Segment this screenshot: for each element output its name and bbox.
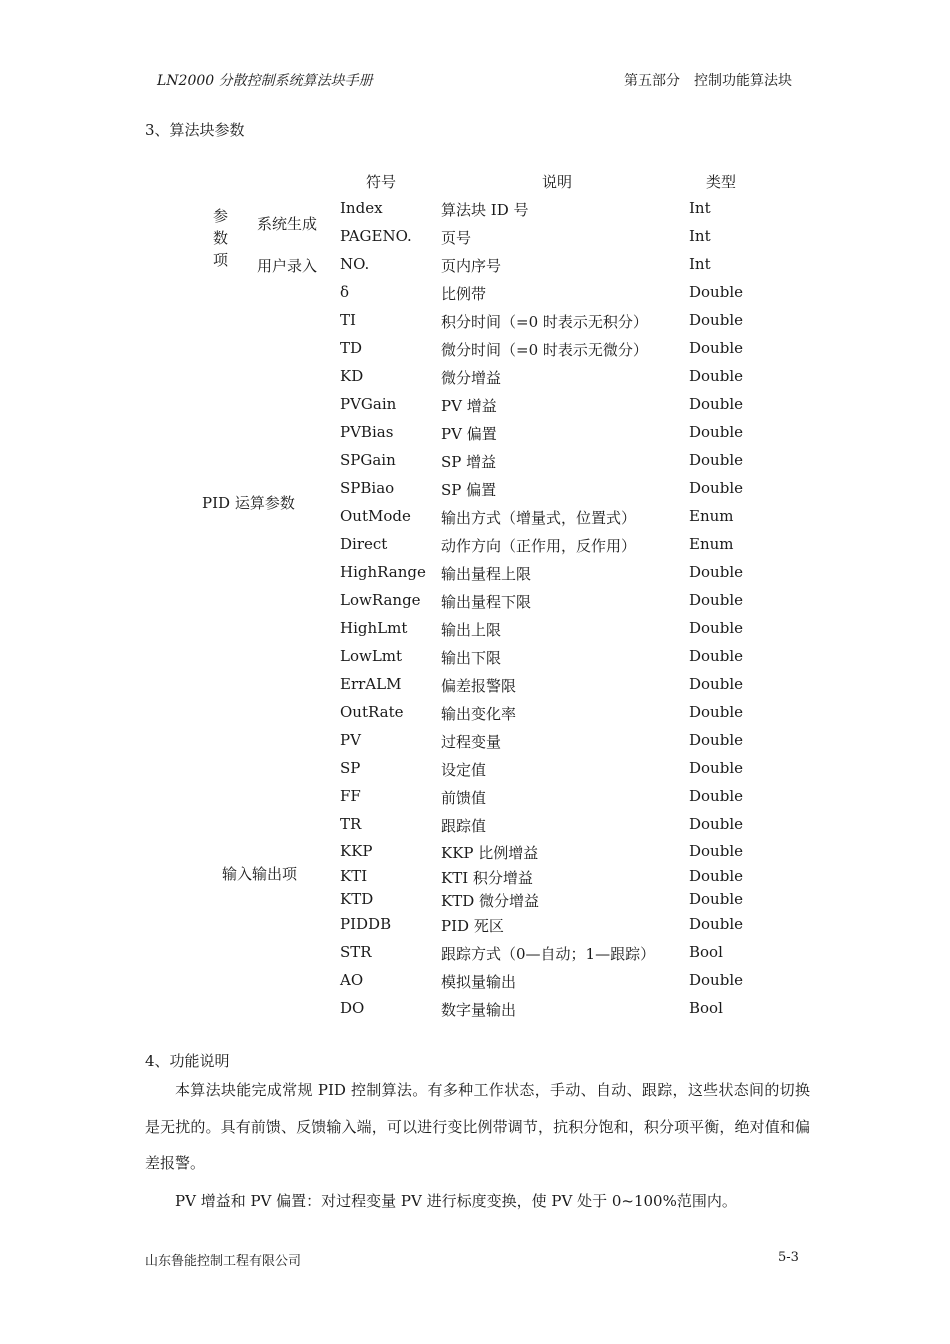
param-symbol: FF bbox=[340, 787, 361, 805]
param-description: 微分时间（=0 时表示无微分） bbox=[441, 341, 648, 359]
param-type: Double bbox=[689, 283, 743, 301]
param-symbol: HighLmt bbox=[340, 619, 408, 637]
param-description: KTI 积分增益 bbox=[441, 869, 533, 887]
param-symbol: PAGENO. bbox=[340, 227, 412, 245]
param-symbol: AO bbox=[340, 971, 364, 989]
param-description: PV 偏置 bbox=[441, 425, 497, 443]
param-symbol: KTD bbox=[340, 890, 374, 908]
param-description: 跟踪方式（0—自动；1—跟踪） bbox=[441, 945, 656, 963]
param-symbol: LowLmt bbox=[340, 647, 403, 665]
param-type: Double bbox=[689, 395, 743, 413]
param-description: 输出下限 bbox=[441, 649, 502, 667]
param-description: 数字量输出 bbox=[441, 1001, 517, 1019]
param-description: 模拟量输出 bbox=[441, 973, 517, 991]
group-label-params: 参数项 bbox=[213, 207, 229, 269]
param-description: 积分时间（=0 时表示无积分） bbox=[441, 313, 648, 331]
group-label-io: 输入输出项 bbox=[222, 865, 298, 883]
param-symbol: LowRange bbox=[340, 591, 421, 609]
param-description: 过程变量 bbox=[441, 733, 502, 751]
param-description: PV 增益 bbox=[441, 397, 497, 415]
param-description: 输出量程下限 bbox=[441, 593, 532, 611]
param-description: KKP 比例增益 bbox=[441, 844, 539, 862]
param-type: Double bbox=[689, 971, 743, 989]
section3-title: 3、算法块参数 bbox=[145, 121, 245, 139]
param-description: 设定值 bbox=[441, 761, 487, 779]
param-symbol: δ bbox=[340, 283, 350, 301]
section4-paragraph-1: 本算法块能完成常规 PID 控制算法。有多种工作状态，手动、自动、跟踪，这些状态间的切换是无扰的。具有前馈、反馈输入端，可以进行变比例带调节，抗积分饱和，积分项平衡，绝对值和偏差报警。 bbox=[145, 1081, 810, 1172]
param-type: Double bbox=[689, 563, 743, 581]
param-type: Enum bbox=[689, 507, 734, 525]
col-header-symbol: 符号 bbox=[366, 173, 397, 191]
param-description: KTD 微分增益 bbox=[441, 892, 540, 910]
param-type: Double bbox=[689, 703, 743, 721]
param-type: Double bbox=[689, 842, 743, 860]
param-type: Double bbox=[689, 815, 743, 833]
param-symbol: Direct bbox=[340, 535, 388, 553]
section4-paragraph-2: PV 增益和 PV 偏置：对过程变量 PV 进行标度变换，使 PV 处于 0~100%范围内。 bbox=[175, 1192, 737, 1210]
param-symbol: KKP bbox=[340, 842, 373, 860]
param-type: Double bbox=[689, 339, 743, 357]
param-symbol: STR bbox=[340, 943, 372, 961]
param-symbol: TD bbox=[340, 339, 363, 357]
param-description: 前馈值 bbox=[441, 789, 487, 807]
param-description: PID 死区 bbox=[441, 917, 504, 935]
param-type: Double bbox=[689, 759, 743, 777]
param-description: 页号 bbox=[441, 229, 472, 247]
param-description: 比例带 bbox=[441, 285, 487, 303]
param-type: Int bbox=[689, 227, 711, 245]
param-type: Double bbox=[689, 675, 743, 693]
param-symbol: TI bbox=[340, 311, 356, 329]
param-description: 动作方向（正作用，反作用） bbox=[441, 537, 637, 555]
param-description: 偏差报警限 bbox=[441, 677, 517, 695]
param-type: Double bbox=[689, 867, 743, 885]
section4-title: 4、功能说明 bbox=[145, 1052, 230, 1070]
param-symbol: TR bbox=[340, 815, 362, 833]
param-type: Int bbox=[689, 255, 711, 273]
param-symbol: DO bbox=[340, 999, 365, 1017]
param-type: Double bbox=[689, 731, 743, 749]
param-symbol: OutMode bbox=[340, 507, 411, 525]
param-description: 页内序号 bbox=[441, 257, 502, 275]
param-type: Double bbox=[689, 367, 743, 385]
header-right: 第五部分 控制功能算法块 bbox=[624, 73, 792, 89]
param-symbol: ErrALM bbox=[340, 675, 402, 693]
param-description: 输出上限 bbox=[441, 621, 502, 639]
group-label-pid: PID 运算参数 bbox=[202, 494, 295, 512]
param-symbol: KD bbox=[340, 367, 364, 385]
param-type: Double bbox=[689, 647, 743, 665]
group-label-system: 系统生成 bbox=[257, 215, 318, 233]
param-symbol: SPGain bbox=[340, 451, 396, 469]
param-description: 跟踪值 bbox=[441, 817, 487, 835]
group-label-user: 用户录入 bbox=[257, 257, 318, 275]
param-symbol: Index bbox=[340, 199, 383, 217]
param-symbol: NO. bbox=[340, 255, 370, 273]
param-type: Bool bbox=[689, 999, 723, 1017]
param-symbol: PV bbox=[340, 731, 361, 749]
param-type: Double bbox=[689, 890, 743, 908]
param-type: Double bbox=[689, 311, 743, 329]
param-symbol: PIDDB bbox=[340, 915, 392, 933]
param-symbol: PVGain bbox=[340, 395, 397, 413]
param-symbol: KTI bbox=[340, 867, 368, 885]
param-symbol: OutRate bbox=[340, 703, 404, 721]
param-description: SP 增益 bbox=[441, 453, 497, 471]
param-type: Double bbox=[689, 915, 743, 933]
param-type: Int bbox=[689, 199, 711, 217]
param-type: Enum bbox=[689, 535, 734, 553]
param-description: 输出变化率 bbox=[441, 705, 517, 723]
col-header-type: 类型 bbox=[706, 173, 737, 191]
param-description: 算法块 ID 号 bbox=[441, 201, 529, 219]
header-left: LN2000 分散控制系统算法块手册 bbox=[157, 73, 373, 89]
param-type: Bool bbox=[689, 943, 723, 961]
param-description: 微分增益 bbox=[441, 369, 502, 387]
param-description: 输出方式（增量式，位置式） bbox=[441, 509, 637, 527]
param-type: Double bbox=[689, 479, 743, 497]
col-header-description: 说明 bbox=[542, 173, 573, 191]
param-type: Double bbox=[689, 423, 743, 441]
param-symbol: SP bbox=[340, 759, 361, 777]
param-symbol: SPBiao bbox=[340, 479, 395, 497]
param-description: SP 偏置 bbox=[441, 481, 497, 499]
param-type: Double bbox=[689, 451, 743, 469]
param-type: Double bbox=[689, 591, 743, 609]
param-type: Double bbox=[689, 619, 743, 637]
footer-left: 山东鲁能控制工程有限公司 bbox=[145, 1254, 302, 1269]
param-type: Double bbox=[689, 787, 743, 805]
param-symbol: PVBias bbox=[340, 423, 394, 441]
param-symbol: HighRange bbox=[340, 563, 426, 581]
footer-page-number: 5-3 bbox=[778, 1250, 799, 1265]
param-description: 输出量程上限 bbox=[441, 565, 532, 583]
